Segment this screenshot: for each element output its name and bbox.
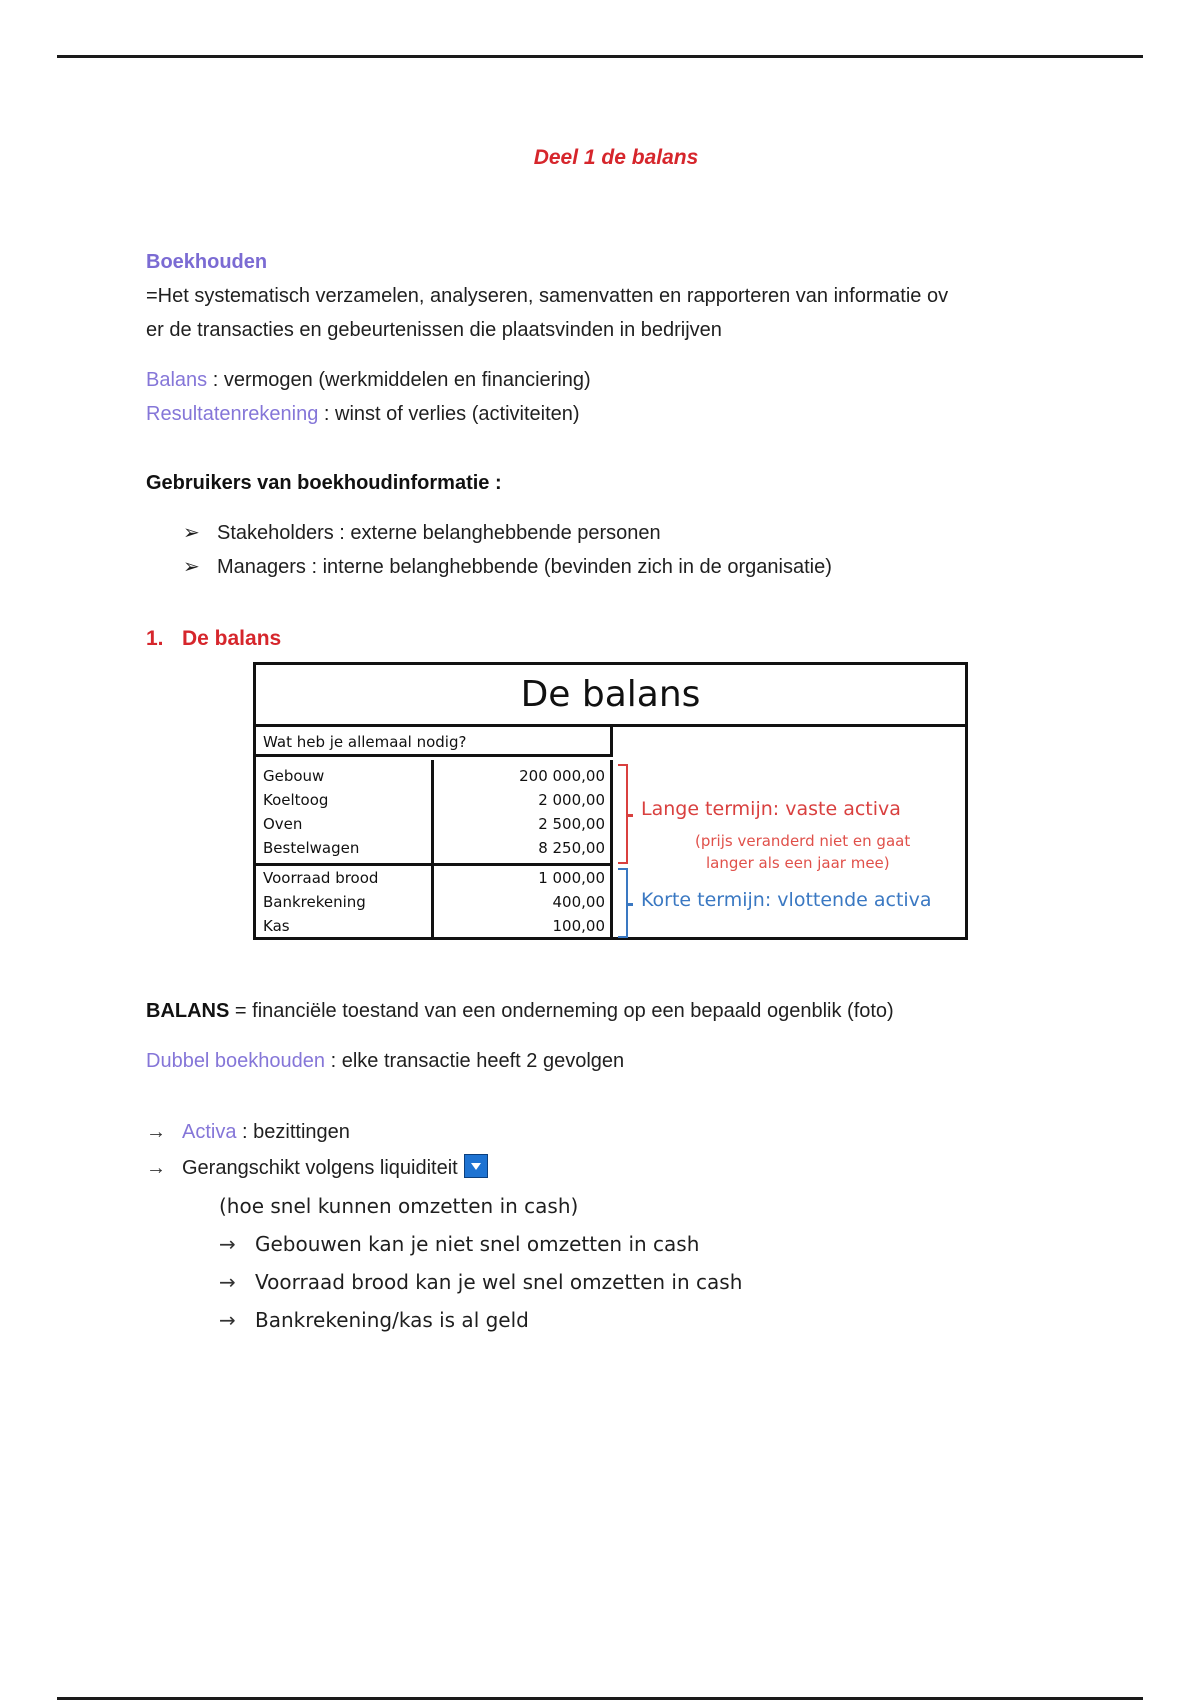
boekhouden-definition-line2: er de transacties en gebeurtenissen die plaatsvinden in bedrijven [146,319,722,341]
arrow-right-icon: → [219,1270,236,1294]
users-list-item [183,516,661,550]
activa-term: Activa [182,1121,237,1143]
balans-term: BALANS [146,1000,230,1022]
table-row-name: Kas [263,917,290,935]
users-item-text: Stakeholders : externe belanghebbende personen [217,522,661,544]
section-heading [146,627,281,651]
page-title: Deel 1 de balans [533,146,699,169]
dropdown-arrow-icon[interactable] [464,1154,488,1178]
long-term-values [437,760,610,863]
arrowhead-bullet-icon: ➢ [183,522,200,544]
table-row-name: Koeltoog [263,791,329,809]
long-term-bracket-icon [618,764,628,864]
long-term-label: Lange termijn: vaste activa [641,798,901,820]
table-row-value: 2 500,00 [538,815,605,833]
dubbel-term: Dubbel boekhouden [146,1050,326,1072]
short-term-group [256,866,610,937]
term-balans [146,363,591,397]
long-term-note-line1: (prijs veranderd niet en gaat [695,832,911,850]
table-row-value: 400,00 [552,893,605,911]
long-term-names [256,760,434,863]
section-title: De balans [182,627,282,650]
long-term-note-line2: langer als een jaar mee) [706,854,890,872]
dubbel-text: : elke transactie heeft 2 gevolgen [325,1050,625,1072]
example-text: Voorraad brood kan je wel snel omzetten in cash [255,1270,743,1294]
table-row-name: Oven [263,815,303,833]
section-number: 1. [146,627,164,650]
balance-table [253,662,968,940]
term-resultatenrekening [146,397,580,431]
ranked-text: Gerangschikt volgens liquiditeit [182,1157,458,1179]
table-row-value: 8 250,00 [538,839,605,857]
table-row-value: 200 000,00 [519,767,605,785]
arrowhead-bullet-icon: ➢ [183,556,200,578]
example-item [219,1303,529,1337]
balance-table-title: De balans [256,665,965,727]
activa-line [146,1115,350,1149]
table-row-name: Gebouw [263,767,325,785]
balance-table-question: Wat heb je allemaal nodig? [256,727,613,757]
boekhouden-definition-line1: =Het systematisch verzamelen, analyseren, samenvatten en rapporteren van informatie ov [146,285,949,307]
example-item [219,1265,742,1299]
table-row-name: Voorraad brood [263,869,379,887]
table-row-value: 100,00 [552,917,605,935]
dubbel-boekhouden [146,1044,624,1078]
term-resultatenrekening-text: : winst of verlies (activiteiten) [318,403,580,425]
users-item-text: Managers : interne belanghebbende (bevinden zich in de organisatie) [217,556,832,578]
term-resultatenrekening-label: Resultatenrekening [146,403,319,425]
short-term-bracket-icon [618,868,628,938]
balans-definition-text: = financiële toestand van een onderneming op een bepaald ogenblik (foto) [229,1000,894,1022]
arrow-right-icon: → [146,1121,166,1143]
table-row-name: Bestelwagen [263,839,360,857]
activa-text: : bezittingen [236,1121,350,1143]
example-text: Bankrekening/kas is al geld [255,1308,529,1332]
balans-definition [146,994,894,1028]
table-row-value: 1 000,00 [538,869,605,887]
short-term-names [256,866,434,937]
example-item [219,1227,699,1261]
short-term-label: Korte termijn: vlottende activa [641,889,932,911]
example-text: Gebouwen kan je niet snel omzetten in cash [255,1232,700,1256]
short-term-values [437,866,610,937]
boekhouden-heading: Boekhouden [146,251,268,273]
term-balans-text: : vermogen (werkmiddelen en financiering) [207,369,591,391]
balance-table-body [256,760,613,937]
table-row-name: Bankrekening [263,893,366,911]
arrow-right-icon: → [219,1232,236,1256]
users-heading: Gebruikers van boekhoudinformatie : [146,472,502,494]
table-row-value: 2 000,00 [538,791,605,809]
arrow-right-icon: → [219,1308,236,1332]
ranked-line [146,1151,488,1185]
long-term-group [256,760,610,866]
users-list-item [183,550,832,584]
top-rule [57,55,1143,58]
arrow-right-icon: → [146,1157,166,1179]
term-balans-label: Balans [146,369,208,391]
explanation: (hoe snel kunnen omzetten in cash) [219,1194,579,1218]
